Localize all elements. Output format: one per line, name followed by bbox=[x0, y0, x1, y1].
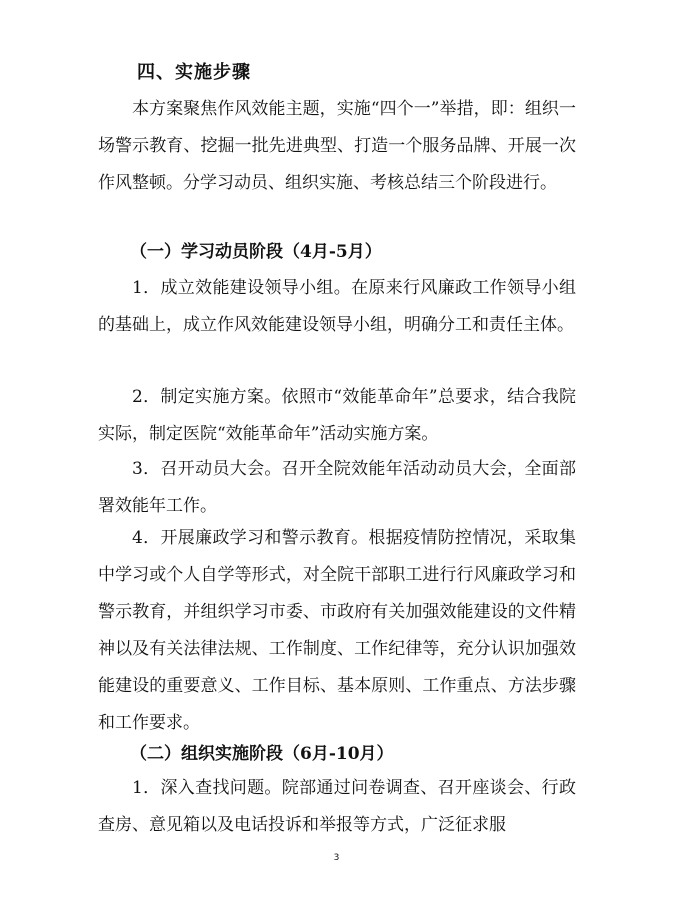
section-heading: 四、实施步骤 bbox=[137, 62, 251, 83]
phase2-title: （二）组织实施阶段（6月-10月） bbox=[130, 744, 394, 764]
phase1-item-4: 4．开展廉政学习和警示教育。根据疫情防控情况，采取集中学习或个人自学等形式，对全院干部职工进行行风廉政学习和警示教育，并组织学习市委、市政府有关加强效能建设的文件精神以及有关法律法规、工作制度、工作纪律等，充分认识加强效能建设的重要意义、工作目标、基本原则、工作重点、方法步骤和工作要求。 bbox=[98, 528, 576, 733]
page-number: 3 bbox=[333, 853, 340, 863]
phase2-item-1: 1．深入查找问题。院部通过问卷调查、召开座谈会、行政查房、意见箱以及电话投诉和举报等方式，广泛征求服 bbox=[98, 778, 576, 835]
phase1-title: （一）学习动员阶段（4月-5月） bbox=[130, 242, 382, 262]
phase1-item-3: 3．召开动员大会。召开全院效能年活动动员大会，全面部署效能年工作。 bbox=[98, 459, 576, 516]
phase1-item-1: 1．成立效能建设领导小组。在原来行风廉政工作领导小组的基础上，成立作风效能建设领导小组，明确分工和责任主体。 bbox=[98, 278, 576, 335]
phase1-item-2: 2．制定实施方案。依照市“效能革命年”总要求，结合我院实际，制定医院“效能革命年”活动实施方案。 bbox=[98, 387, 576, 444]
intro-paragraph: 本方案聚焦作风效能主题，实施“四个一”举措，即：组织一场警示教育、挖掘一批先进典型、打造一个服务品牌、开展一次作风整顿。分学习动员、组织实施、考核总结三个阶段进行。 bbox=[98, 99, 576, 193]
